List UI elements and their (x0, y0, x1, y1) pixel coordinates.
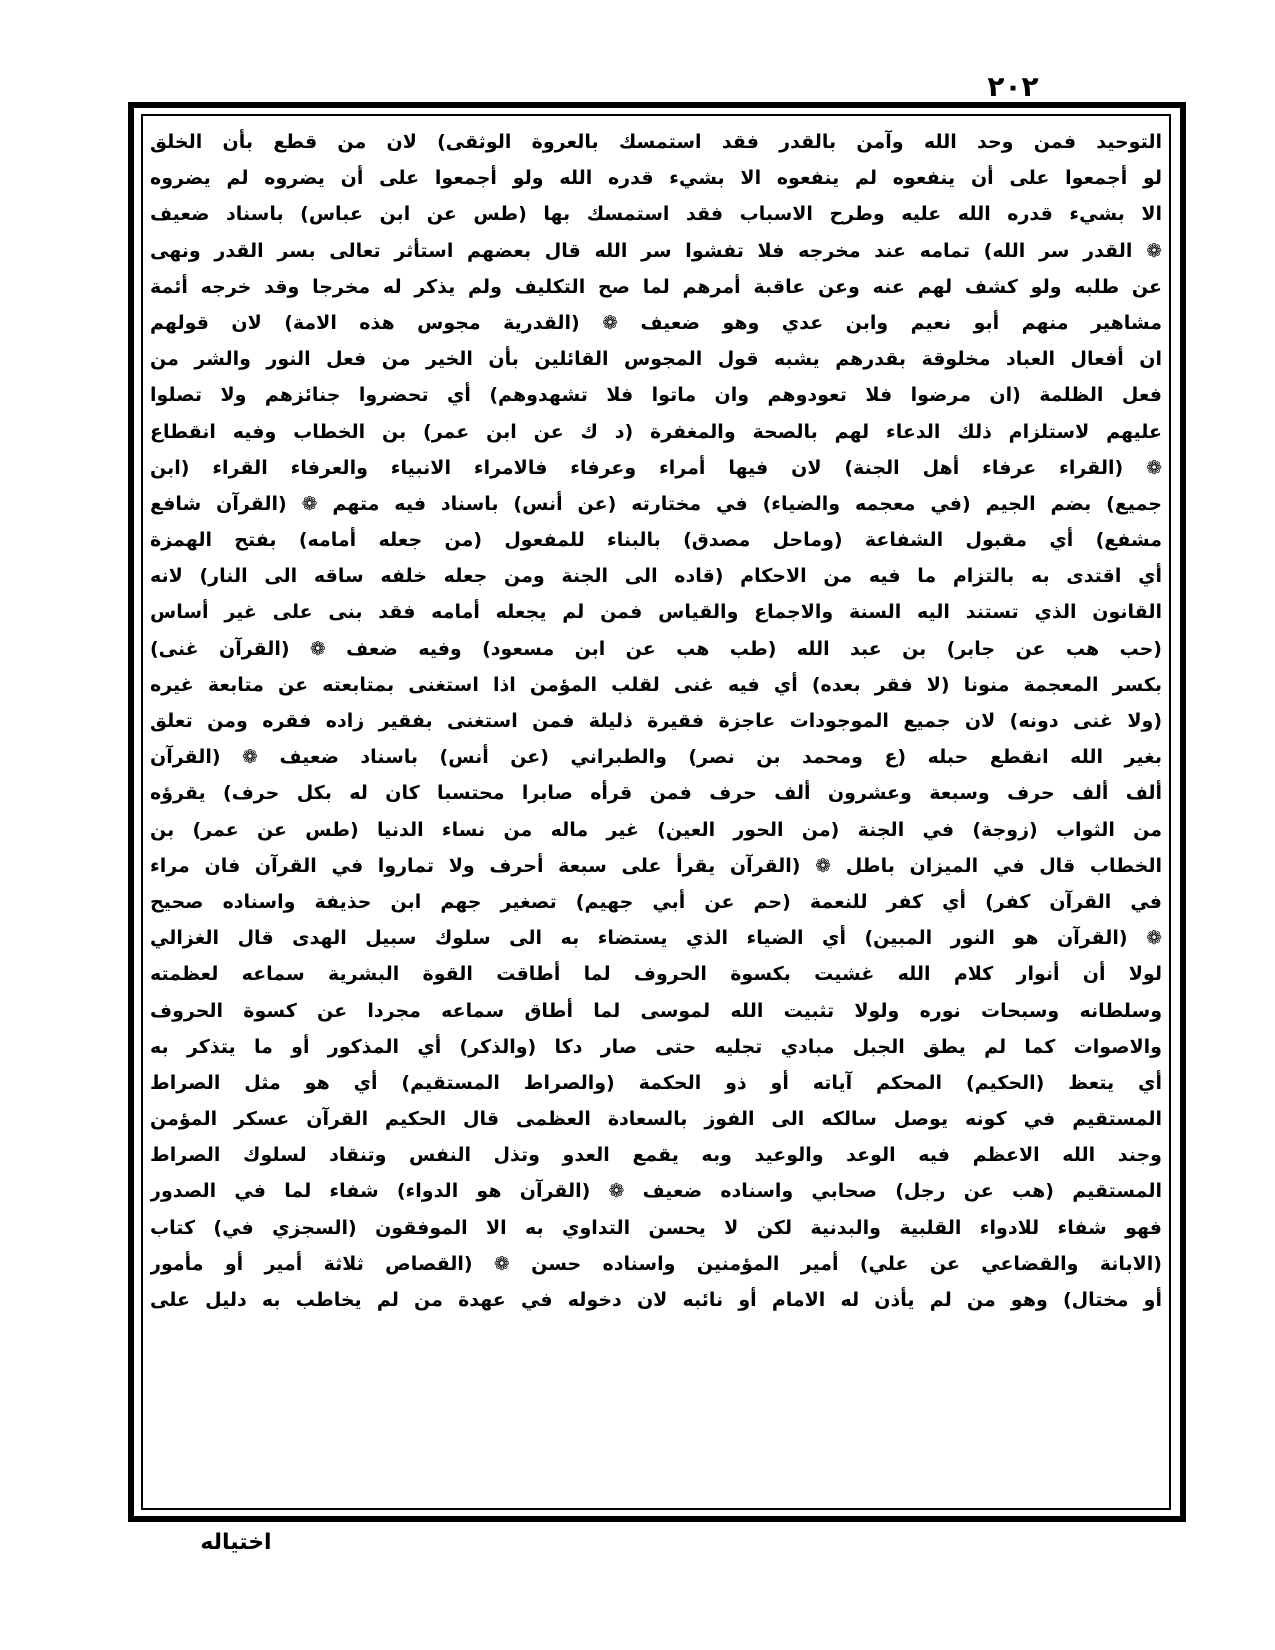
text-line: المستقيم في كونه يوصل سالكه الى الفوز بالسعادة العظمى قال الحكيم القرآن عسكر المؤمن (150, 1108, 1162, 1131)
text-line: والاصوات كما لم يطق الجبل مبادي تجليه حتى صار دكا (والذكر) أي المذكور أو ما يتذكر به (150, 1035, 1162, 1058)
text-line: لولا أن أنوار كلام الله غشيت بكسوة الحروف لما أطاقت القوة البشرية سماعه لعظمته (150, 963, 1162, 986)
text-line: عليهم لاستلزام ذلك الدعاء لهم بالصحة والمغفرة (د ك عن ابن عمر) بن الخطاب وفيه انقطاع (150, 420, 1162, 443)
text-line: ❁ القدر سر الله) تمامه عند مخرجه فلا تفشوا سر الله قال بعضهم استأثر تعالى بسر القدر ونهى (150, 239, 1162, 262)
text-line: بكسر المعجمة منونا (لا فقر بعده) أي فيه غنى لقلب المؤمن اذا استغنى بمتابعته عن متابعة غيره (150, 673, 1162, 696)
text-line: وسلطانه وسبحات نوره ولولا تثبيت الله لموسى لما أطاق سماعه مجردا عن كسوة الحروف (150, 999, 1162, 1022)
text-line: أو مختال) وهو من لم يأذن له الامام أو نائبه لان دخوله في عهدة من لم يخاطب به دليل على (150, 1289, 1162, 1311)
text-line: في القرآن كفر) أي كفر للنعمة (حم عن أبي جهيم) تصغير جهم ابن حذيفة واسناده صحيح (150, 890, 1162, 913)
text-line: لو أجمعوا على أن ينفعوه لم ينفعوه الا بشيء قدره الله ولو أجمعوا على أن يضروه لم يضروه (150, 167, 1162, 190)
text-line: مشاهير منهم أبو نعيم وابن عدي وهو ضعيف ❁ (القدرية مجوس هذه الامة) لان قولهم (150, 311, 1162, 334)
text-line: ❁ (القرآن هو النور المبين) أي الضياء الذي يستضاء به الى سلوك سبيل الهدى قال الغزالي (150, 927, 1162, 950)
main-text-block (150, 124, 1162, 1502)
text-line: جميع) بضم الجيم (في معجمه والضياء) في مختارته (عن أنس) باسناد فيه متهم ❁ (القرآن شافع (150, 492, 1162, 515)
text-line: من الثواب (زوجة) في الجنة (من الحور العين) غير ماله من نساء الدنيا (طس عن عمر) بن (150, 818, 1162, 841)
text-line: (حب هب عن جابر) بن عبد الله (طب هب عن ابن مسعود) وفيه ضعف ❁ (القرآن غنى) (150, 637, 1162, 660)
text-line: ان أفعال العباد مخلوقة بقدرهم يشبه قول المجوس القائلين بأن الخير من فعل النور والشر من (150, 348, 1162, 371)
text-line: فعل الظلمة (ان مرضوا فلا تعودوهم وان ماتوا فلا تشهدوهم) أي تحضروا جنائزهم ولا تصلوا (150, 384, 1162, 407)
text-line: التوحيد فمن وحد الله وآمن بالقدر فقد استمسك بالعروة الوثقى) لان من قطع بأن الخلق (150, 131, 1162, 153)
text-line: الخطاب قال في الميزان باطل ❁ (القرآن يقرأ على سبعة أحرف ولا تماروا في القرآن فان مراء (150, 854, 1162, 877)
text-line: ❁ (القراء عرفاء أهل الجنة) لان فيها أمراء وعرفاء فالامراء الانبياء والعرفاء القراء (ابن (150, 456, 1162, 479)
text-line: عن طلبه ولو كشف لهم عنه وعن عاقبة أمرهم لما صح التكليف ولم يذكر له مخرجا وقد خرجه أئمة (150, 275, 1162, 298)
text-line: أي اقتدى به بالتزام ما فيه من الاحكام (قاده الى الجنة ومن جعله خلفه ساقه الى النار) لانه (150, 565, 1162, 588)
text-line: القانون الذي تستند اليه السنة والاجماع والقياس فمن لم يجعله أمامه فقد بنى على غير أساس (150, 601, 1162, 624)
text-line: أي يتعظ (الحكيم) المحكم آياته أو ذو الحكمة (والصراط المستقيم) أي هو مثل الصراط (150, 1071, 1162, 1094)
text-line: مشفع) أي مقبول الشفاعة (وماحل مصدق) بالبناء للمفعول (من جعله أمامه) بفتح الهمزة (150, 529, 1162, 552)
page-number: ٢٠٢ (987, 70, 1039, 103)
text-line: المستقيم (هب عن رجل) صحابي واسناده ضعيف ❁ (القرآن هو الدواء) شفاء لما في الصدور (150, 1180, 1162, 1203)
text-line: ألف ألف حرف وسبعة وعشرون ألف حرف فمن قرأه صابرا محتسبا كان له بكل حرف) يقرؤه (150, 782, 1162, 805)
catchword: اختياله (200, 1530, 272, 1555)
text-line: (ولا غنى دونه) لان جميع الموجودات عاجزة فقيرة ذليلة فمن استغنى بفقير زاده فقره ومن تعلق (150, 710, 1162, 732)
text-line: (الابانة والقضاعي عن علي) أمير المؤمنين واسناده حسن ❁ (القصاص ثلاثة أمير أو مأمور (150, 1252, 1162, 1275)
text-line: وجند الله الاعظم فيه الوعد والوعيد وبه يقمع العدو وتذل النفس وتنقاد لسلوك الصراط (150, 1144, 1162, 1167)
text-line: فهو شفاء للادواء القلبية والبدنية لكن لا يحسن التداوي به الا الموفقون (السجزي في) كتاب (150, 1216, 1162, 1239)
text-line: الا بشيء قدره الله عليه وطرح الاسباب فقد استمسك بها (طس عن ابن عباس) باسناد ضعيف (150, 203, 1162, 226)
text-line: بغير الله انقطع حبله (ع ومحمد بن نصر) والطبراني (عن أنس) باسناد ضعيف ❁ (القرآن (150, 746, 1162, 769)
